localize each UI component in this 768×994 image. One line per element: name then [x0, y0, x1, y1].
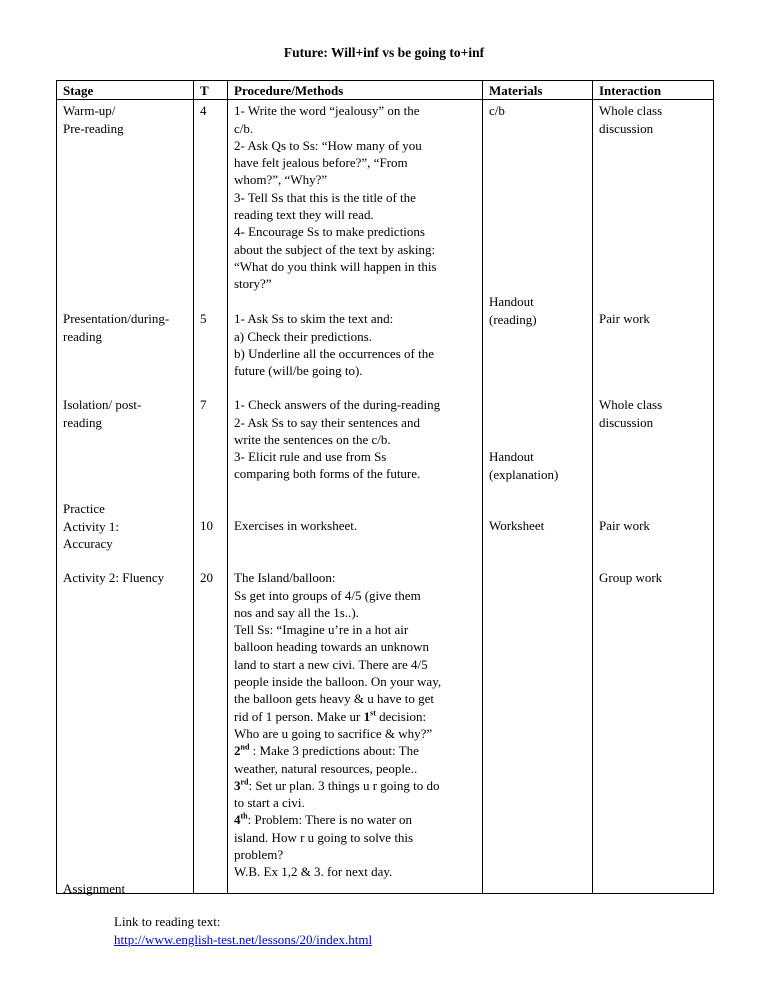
- stage-isolation: Isolation/ post- reading: [63, 397, 142, 430]
- procedure-line: about the subject of the text by asking:: [234, 241, 436, 257]
- procedure-line: 2- Ask Qs to Ss: “How many of you: [234, 137, 422, 153]
- stage-assignment: Assignment: [63, 881, 126, 897]
- third-step-sup: rd: [240, 777, 249, 787]
- procedure-line: Who are u going to sacrifice & why?”: [234, 725, 433, 741]
- procedure-line: [234, 708, 476, 725]
- procedure-line: have felt jealous before?”, “From: [234, 155, 408, 171]
- fourth-step-text: : Problem: There is no water on: [247, 812, 413, 828]
- page-title: Future: Will+inf vs be going to+inf: [283, 45, 485, 60]
- procedure-line: 1- Check answers of the during-reading: [234, 397, 441, 413]
- stage-presentation: Presentation/during- reading: [63, 311, 170, 344]
- second-step-text: : Make 3 predictions about: The: [249, 743, 419, 759]
- interaction-presentation: Pair work: [599, 311, 650, 327]
- stage-warmup: Warm-up/ Pre-reading: [63, 103, 124, 136]
- procedure-line: [234, 742, 476, 759]
- third-step-num: 3: [234, 777, 241, 793]
- procedure-line: a) Check their predictions.: [234, 328, 372, 344]
- procedure-line: balloon heading towards an unknown: [234, 639, 429, 655]
- table-body-row: [57, 100, 714, 894]
- second-step-num: 2: [234, 743, 241, 759]
- materials-presentation: Handout (reading): [489, 294, 537, 327]
- procedure-column: [228, 100, 483, 894]
- stage-practice: Practice Activity 1: Accuracy: [63, 501, 119, 551]
- third-step-text: : Set ur plan. 3 things u r going to do: [248, 777, 440, 793]
- procedure-line: to start a civi.: [234, 795, 305, 811]
- footer-label: Link to reading text:: [114, 914, 221, 929]
- procedure-line: 4- Encourage Ss to make predictions: [234, 224, 425, 240]
- fourth-step-sup: th: [240, 812, 248, 822]
- reading-text-link[interactable]: http://www.english-test.net/lessons/20/index.html: [114, 932, 373, 947]
- procedure-presentation: [234, 310, 476, 396]
- procedure-line: land to start a new civi. There are 4/5: [234, 656, 428, 672]
- procedure-line: Ss get into groups of 4/5 (give them: [234, 587, 421, 603]
- time-presentation: 5: [200, 311, 207, 327]
- table-header-row: [57, 81, 714, 100]
- procedure-line: c/b.: [234, 120, 254, 136]
- procedure-line: b) Underline all the occurrences of the: [234, 345, 434, 361]
- procedure-line: island. How r u going to solve this: [234, 829, 414, 845]
- header-procedure: Procedure/Methods: [228, 81, 483, 100]
- materials-warmup: c/b: [489, 103, 505, 119]
- first-decision-sup: st: [370, 708, 376, 718]
- procedure-line: future (will/be going to).: [234, 363, 363, 379]
- procedure-line: Exercises in worksheet.: [234, 518, 358, 534]
- procedure-line: story?”: [234, 276, 272, 292]
- first-decision-post: decision:: [375, 708, 427, 724]
- materials-column: [483, 100, 593, 894]
- time-practice: 10: [200, 518, 213, 534]
- lesson-plan-table: [56, 80, 714, 897]
- time-isolation: 7: [200, 397, 207, 413]
- procedure-line: comparing both forms of the future.: [234, 466, 421, 482]
- interaction-activity2: Group work: [599, 570, 663, 586]
- interaction-column: [593, 100, 714, 894]
- procedure-line: Tell Ss: “Imagine u’re in a hot air: [234, 622, 409, 638]
- assignment-text: W.B. Ex 1,2 & 3. for next day.: [234, 864, 393, 880]
- time-column: [194, 100, 228, 894]
- interaction-isolation: Whole class discussion: [599, 397, 663, 430]
- fourth-step-num: 4: [234, 812, 241, 828]
- procedure-line: whom?”, “Why?”: [234, 172, 328, 188]
- header-materials: Materials: [483, 81, 593, 100]
- procedure-warmup: [234, 102, 476, 310]
- interaction-practice: Pair work: [599, 518, 650, 534]
- procedure-line: 3- Tell Ss that this is the title of the: [234, 189, 416, 205]
- procedure-line: write the sentences on the c/b.: [234, 431, 391, 447]
- time-warmup: 4: [200, 103, 207, 119]
- materials-isolation: Handout (explanation): [489, 449, 559, 482]
- header-stage: Stage: [57, 81, 194, 100]
- procedure-line: weather, natural resources, people..: [234, 760, 418, 776]
- procedure-line: 3- Elicit rule and use from Ss: [234, 449, 387, 465]
- procedure-line: problem?: [234, 847, 284, 863]
- procedure-practice: [234, 517, 476, 569]
- second-step-sup: nd: [240, 742, 250, 752]
- header-interaction: Interaction: [593, 81, 714, 100]
- procedure-line: 1- Ask Ss to skim the text and:: [234, 311, 394, 327]
- procedure-line: nos and say all the 1s..).: [234, 604, 359, 620]
- materials-practice: Worksheet: [489, 518, 545, 534]
- first-decision-text: rid of 1 person. Make ur: [234, 708, 364, 724]
- time-activity2: 20: [200, 570, 213, 586]
- procedure-line: 1- Write the word “jealousy” on the: [234, 103, 420, 119]
- procedure-line: [234, 811, 476, 828]
- procedure-line: 2- Ask Ss to say their sentences and: [234, 414, 420, 430]
- procedure-line: people inside the balloon. On your way,: [234, 674, 442, 690]
- procedure-line: reading text they will read.: [234, 207, 374, 223]
- interaction-warmup: Whole class discussion: [599, 103, 663, 136]
- stage-activity2: Activity 2: Fluency: [63, 570, 165, 586]
- procedure-line: The Island/balloon:: [234, 570, 336, 586]
- first-decision-num: 1: [363, 708, 371, 724]
- header-time: T: [194, 81, 228, 100]
- procedure-activity2: [234, 569, 476, 880]
- procedure-line: “What do you think will happen in this: [234, 258, 437, 274]
- footer: [114, 913, 372, 949]
- procedure-line: the balloon gets heavy & u have to get: [234, 691, 435, 707]
- procedure-isolation: [234, 396, 476, 517]
- procedure-line: [234, 777, 476, 794]
- stage-column: [57, 100, 194, 897]
